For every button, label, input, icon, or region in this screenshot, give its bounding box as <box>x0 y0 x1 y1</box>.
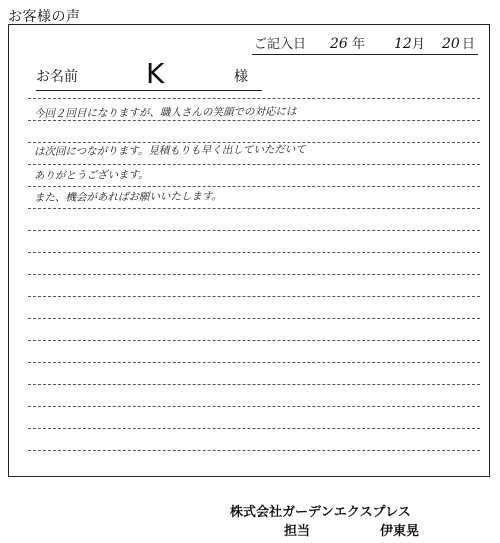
ruled-line <box>28 362 480 363</box>
date-year-unit: 年 <box>352 37 366 52</box>
ruled-line <box>28 230 480 231</box>
ruled-line <box>28 98 480 99</box>
ruled-line <box>28 428 480 429</box>
ruled-line <box>28 450 480 451</box>
form-title: お客様の声 <box>8 9 81 25</box>
date-month-value: 12 <box>394 36 412 52</box>
company-name: 株式会社ガーデンエクスプレス <box>230 505 411 520</box>
form-frame <box>8 24 490 477</box>
ruled-line <box>28 340 480 341</box>
name-label: お名前 <box>36 69 78 85</box>
name-value: K <box>146 57 165 90</box>
date-label: ご記入日 <box>254 37 307 52</box>
name-field <box>36 57 262 91</box>
ruled-line <box>28 186 480 187</box>
date-day-unit: 日 <box>462 37 476 52</box>
staff-label: 担当 <box>284 524 311 539</box>
ruled-line <box>28 296 480 297</box>
ruled-line <box>28 384 480 385</box>
ruled-line <box>28 208 480 209</box>
ruled-line <box>28 406 480 407</box>
date-month-unit: 月 <box>412 37 426 52</box>
date-field <box>252 34 478 55</box>
ruled-line <box>28 252 480 253</box>
comment-line-2: は次回につながります。見積もりも早く出していただいて <box>33 143 306 159</box>
comment-line-3: ありがとうございます。 <box>33 168 149 183</box>
date-day-value: 20 <box>442 36 460 52</box>
name-honorific: 様 <box>234 69 248 85</box>
staff-name: 伊東晃 <box>380 524 420 539</box>
ruled-line <box>28 318 480 319</box>
ruled-line <box>28 274 480 275</box>
date-year-value: 26 <box>330 36 348 52</box>
comment-line-1: 今回２回目になりますが、職人さんの笑顔での対応には <box>33 105 297 121</box>
comment-line-4: また、機会があればお願いいたします。 <box>33 190 223 205</box>
ruled-line <box>28 164 480 165</box>
